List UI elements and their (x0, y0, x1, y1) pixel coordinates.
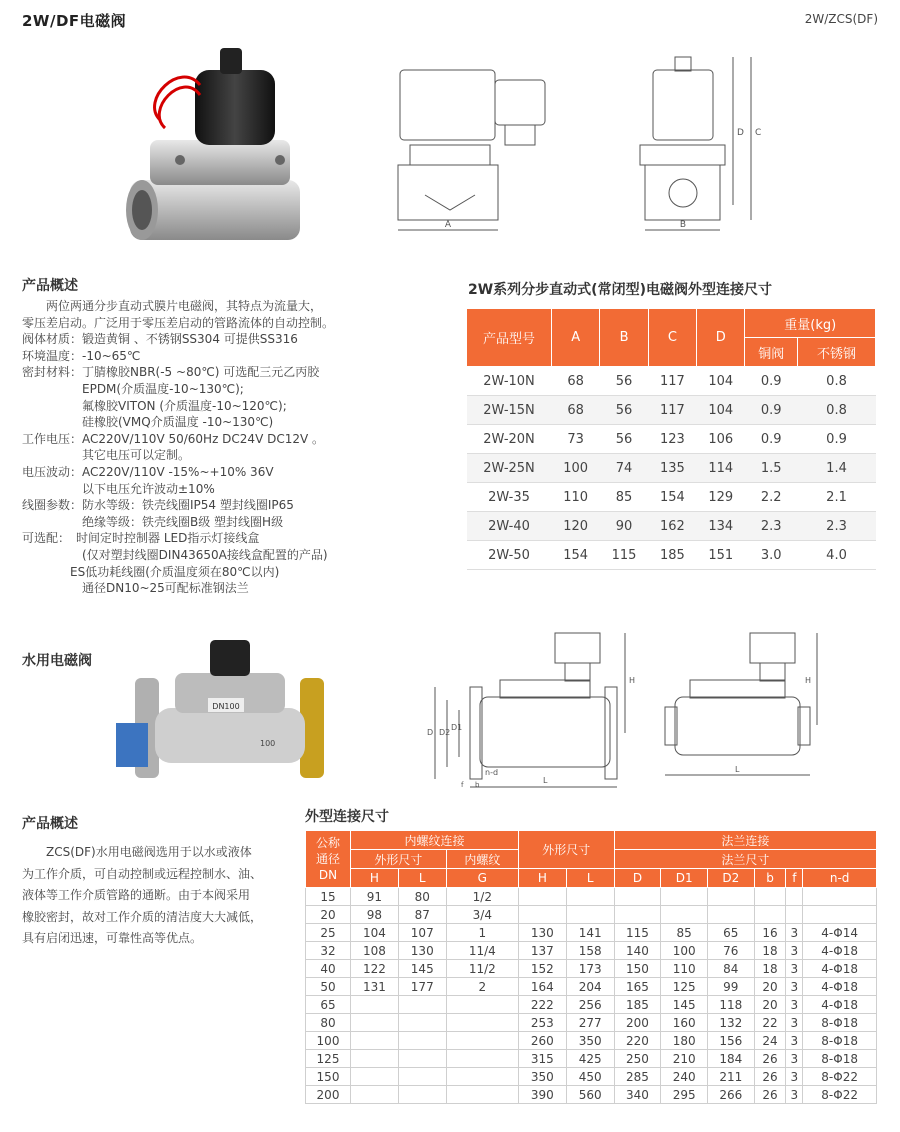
model-code: 2W/ZCS(DF) (804, 12, 878, 26)
table-row (306, 996, 877, 1014)
dim-b-label: B (679, 220, 687, 230)
table-cell: 117 (648, 367, 696, 396)
body-mark-text: 100 (260, 739, 276, 748)
table1-title: 2W系列分步直动式(常闭型)电磁阀外型连接尺寸 (468, 282, 772, 298)
table-cell (754, 888, 786, 906)
table-cell (754, 906, 786, 924)
table-cell: 4-Φ14 (803, 924, 877, 942)
table-cell: 87 (398, 906, 446, 924)
overview-line: 两位两通分步直动式膜片电磁阀，其特点为流量大， (22, 299, 323, 313)
table-cell (803, 888, 877, 906)
dim-d1-label: D1 (451, 723, 463, 732)
table-cell: 185 (614, 996, 661, 1014)
table-cell (518, 906, 566, 924)
table-cell: 26 (754, 1068, 786, 1086)
table-cell (566, 888, 614, 906)
table-cell: 115 (600, 541, 648, 570)
overview-line: 具有启闭迅速，可靠性高等优点。 (22, 931, 203, 945)
table-cell: 80 (398, 888, 446, 906)
table-cell: 154 (648, 483, 696, 512)
table-row (306, 888, 877, 906)
nameplate-text: DN100 (212, 702, 240, 711)
table-cell (661, 906, 708, 924)
overview-line: 工作电压：AC220V/110V 50/60Hz DC24V DC12V 。 (22, 431, 325, 446)
table-cell: 68 (552, 396, 600, 425)
table-cell: 1 (446, 924, 518, 942)
table-cell: 277 (566, 1014, 614, 1032)
table-cell: 107 (398, 924, 446, 942)
overview-line: 以下电压允许波动±10% (22, 481, 215, 496)
table-cell: 117 (648, 396, 696, 425)
col-weight: 重量(kg) (745, 309, 876, 338)
dim-h-label: H (629, 676, 636, 685)
table-row (467, 454, 876, 483)
table-cell: 0.8 (798, 396, 876, 425)
overview-line: 橡胶密封，故对工作介质的清洁度大大减低， (22, 909, 263, 924)
table-cell: 285 (614, 1068, 661, 1086)
table-cell (707, 906, 754, 924)
overview-line: (仅对塑封线圈DIN43650A接线盒配置的产品) (22, 547, 328, 562)
table-cell: 8-Φ22 (803, 1086, 877, 1104)
table-cell: 18 (754, 960, 786, 978)
table-cell: 200 (306, 1086, 351, 1104)
table-cell: 0.9 (745, 367, 798, 396)
table-cell: 56 (600, 396, 648, 425)
table-cell: 32 (306, 942, 351, 960)
table-cell: 1.4 (798, 454, 876, 483)
col-dn-line3: DN (318, 868, 338, 882)
table-cell: 425 (566, 1050, 614, 1068)
valve-photo-2w (120, 40, 310, 255)
table-cell: 40 (306, 960, 351, 978)
dim-d-label: D (737, 128, 744, 138)
col-sub-header: n-d (803, 869, 877, 888)
col-thread: 内螺纹连接 (351, 831, 519, 850)
table-cell: 118 (707, 996, 754, 1014)
table-cell: 154 (552, 541, 600, 570)
col-dn-line1: 公称 (315, 836, 340, 850)
table-cell (351, 1032, 399, 1050)
table-row (306, 906, 877, 924)
table-cell: 106 (697, 425, 745, 454)
table-cell: 152 (518, 960, 566, 978)
table-cell (351, 1014, 399, 1032)
table-cell (398, 1050, 446, 1068)
table-cell: 130 (518, 924, 566, 942)
table-cell: 295 (661, 1086, 708, 1104)
overview-line: 氟橡胶VITON (介质温度-10~120℃); (22, 398, 287, 413)
table-cell: 8-Φ18 (803, 1050, 877, 1068)
table-cell (446, 996, 518, 1014)
overview-line: ZCS(DF)水用电磁阀选用于以水或液体 (22, 845, 252, 859)
table-cell: 260 (518, 1032, 566, 1050)
col-copper: 铜阀 (745, 338, 798, 367)
table-cell: 11/2 (446, 960, 518, 978)
col-outline: 外形尺寸 (351, 850, 447, 869)
table-cell: 56 (600, 367, 648, 396)
table-cell: 177 (398, 978, 446, 996)
table-cell: 150 (614, 960, 661, 978)
table-cell: 135 (648, 454, 696, 483)
table-cell: 2W-15N (467, 396, 552, 425)
table-cell: 158 (566, 942, 614, 960)
table2-title: 外型连接尺寸 (305, 809, 389, 825)
table-cell: 250 (614, 1050, 661, 1068)
table-cell: 165 (614, 978, 661, 996)
table-cell: 115 (614, 924, 661, 942)
col-dn-line2: 通径 (315, 852, 340, 866)
table-cell: 315 (518, 1050, 566, 1068)
table-cell: 18 (754, 942, 786, 960)
table-cell: 73 (552, 425, 600, 454)
table-cell (661, 888, 708, 906)
table-row (467, 425, 876, 454)
table-row (467, 541, 876, 570)
table-cell (707, 888, 754, 906)
table-cell (351, 1068, 399, 1086)
overview-line: 电压波动：AC220V/110V -15%~+10% 36V (22, 464, 274, 479)
table-cell: 26 (754, 1086, 786, 1104)
table-cell: 24 (754, 1032, 786, 1050)
table-cell: 560 (566, 1086, 614, 1104)
col-sub-header: D (614, 869, 661, 888)
col-sub-header: D1 (661, 869, 708, 888)
overview-heading-1: 产品概述 (22, 278, 78, 294)
table-cell: 125 (661, 978, 708, 996)
overview-line: 线圈参数：防水等级：铁壳线圈IP54 塑封线圈IP65 (22, 498, 294, 513)
table-row (306, 1068, 877, 1086)
table-cell: 266 (707, 1086, 754, 1104)
table-cell: 2.1 (798, 483, 876, 512)
table-row (306, 978, 877, 996)
table-cell: 162 (648, 512, 696, 541)
table-cell: 450 (566, 1068, 614, 1086)
table-cell: 0.8 (798, 367, 876, 396)
table-cell: 100 (552, 454, 600, 483)
table-cell: 350 (518, 1068, 566, 1086)
table-cell (803, 906, 877, 924)
col-b: B (600, 309, 648, 367)
table-cell: 2W-40 (467, 512, 552, 541)
table-cell: 85 (600, 483, 648, 512)
overview-line: 阀体材质：锻造黄铜 、不锈钢SS304 可提供SS316 (22, 332, 298, 347)
col-sub-header: G (446, 869, 518, 888)
table-cell: 91 (351, 888, 399, 906)
table-cell: 2W-20N (467, 425, 552, 454)
table-cell: 2W-10N (467, 367, 552, 396)
table-row (467, 483, 876, 512)
table-cell: 180 (661, 1032, 708, 1050)
overview-line: 密封材料：丁腈橡胶NBR(-5 ~80℃) 可选配三元乙丙胶 (22, 365, 320, 380)
table-cell: 3 (786, 942, 803, 960)
table-row (306, 1050, 877, 1068)
overview-line: 为工作介质，可自动控制或远程控制水、油、 (22, 866, 263, 881)
table-cell: 20 (754, 996, 786, 1014)
table-cell: 0.9 (798, 425, 876, 454)
table-cell: 3 (786, 1086, 803, 1104)
table-cell: 3 (786, 1032, 803, 1050)
table-cell: 204 (566, 978, 614, 996)
col-dn (306, 831, 351, 888)
table-cell: 130 (398, 942, 446, 960)
table-cell: 99 (707, 978, 754, 996)
table-cell (351, 1050, 399, 1068)
overview-text-2 (22, 842, 292, 950)
table-cell: 8-Φ18 (803, 1014, 877, 1032)
dimension-table-water (305, 830, 877, 1104)
table-cell: 256 (566, 996, 614, 1014)
table-cell (398, 996, 446, 1014)
table-cell: 222 (518, 996, 566, 1014)
table-cell: 151 (697, 541, 745, 570)
table-cell: 8-Φ18 (803, 1032, 877, 1050)
overview-line: 绝缘等级：铁壳线圈B级 塑封线圈H级 (22, 514, 284, 529)
table-cell: 240 (661, 1068, 708, 1086)
table-cell: 3 (786, 978, 803, 996)
table-cell (614, 888, 661, 906)
table-cell: 1/2 (446, 888, 518, 906)
dimension-table-2w (466, 308, 876, 570)
table-cell (398, 1068, 446, 1086)
dim-f-label: f (461, 781, 464, 789)
table-cell (398, 1086, 446, 1104)
table-row (467, 512, 876, 541)
table-cell: 210 (661, 1050, 708, 1068)
table-cell: 2W-35 (467, 483, 552, 512)
table-cell: 98 (351, 906, 399, 924)
col-sub-header: L (398, 869, 446, 888)
table-cell: 141 (566, 924, 614, 942)
water-valve-title: 水用电磁阀 (22, 653, 92, 669)
table-cell: 160 (661, 1014, 708, 1032)
table-cell: 80 (306, 1014, 351, 1032)
table-cell: 1.5 (745, 454, 798, 483)
table-cell: 2W-50 (467, 541, 552, 570)
table-cell (351, 1086, 399, 1104)
table-cell (398, 1032, 446, 1050)
table-row (306, 942, 877, 960)
table-cell: 137 (518, 942, 566, 960)
table-cell: 85 (661, 924, 708, 942)
overview-line: 硅橡胶(VMQ介质温度 -10~130℃) (22, 415, 274, 430)
table-cell: 184 (707, 1050, 754, 1068)
table-cell: 84 (707, 960, 754, 978)
table-cell: 3 (786, 1068, 803, 1086)
overview-line: 通径DN10~25可配标准钢法兰 (22, 581, 249, 596)
table-cell: 100 (661, 942, 708, 960)
table-cell: 145 (398, 960, 446, 978)
table-cell: 132 (707, 1014, 754, 1032)
table-cell: 90 (600, 512, 648, 541)
dim-c-label: C (755, 128, 762, 138)
table-cell: 340 (614, 1086, 661, 1104)
dim-b-label-2: b (475, 781, 480, 789)
table-cell: 173 (566, 960, 614, 978)
overview-line: 其它电压可以定制。 (22, 448, 191, 463)
table-cell: 8-Φ22 (803, 1068, 877, 1086)
table-cell: 25 (306, 924, 351, 942)
col-flange: 法兰连接 (614, 831, 876, 850)
table-cell: 131 (351, 978, 399, 996)
overview-heading-2: 产品概述 (22, 816, 78, 832)
table-cell: 0.9 (745, 425, 798, 454)
table-cell: 220 (614, 1032, 661, 1050)
table-cell: 104 (351, 924, 399, 942)
table-cell: 122 (351, 960, 399, 978)
table-row (306, 960, 877, 978)
table-cell: 164 (518, 978, 566, 996)
dim-d2-label: D2 (439, 728, 451, 737)
table-cell: 3 (786, 1014, 803, 1032)
table-cell: 56 (600, 425, 648, 454)
col-sub-header: f (786, 869, 803, 888)
table-cell: 65 (306, 996, 351, 1014)
dim-d-label-2: D (427, 728, 434, 737)
dim-h-label-2: H (805, 676, 812, 685)
table-cell (446, 1068, 518, 1086)
col-steel: 不锈钢 (798, 338, 876, 367)
table-cell (446, 1086, 518, 1104)
col-thread-sub: 内螺纹 (446, 850, 518, 869)
table-cell: 76 (707, 942, 754, 960)
table-cell: 15 (306, 888, 351, 906)
table-cell: 140 (614, 942, 661, 960)
table-cell: 74 (600, 454, 648, 483)
table-cell: 129 (697, 483, 745, 512)
table-cell: 125 (306, 1050, 351, 1068)
table-cell: 20 (306, 906, 351, 924)
drawing-2w-side (625, 45, 765, 240)
table-cell: 16 (754, 924, 786, 942)
table-cell: 104 (697, 396, 745, 425)
table-row (467, 367, 876, 396)
table-cell: 100 (306, 1032, 351, 1050)
dim-nd-label: n-d (485, 768, 499, 777)
table-cell: 3 (786, 1050, 803, 1068)
table-cell: 123 (648, 425, 696, 454)
overview-text-1 (22, 298, 442, 597)
table-row (306, 924, 877, 942)
table-cell: 65 (707, 924, 754, 942)
table-cell: 2 (446, 978, 518, 996)
col-d: D (697, 309, 745, 367)
table-cell: 114 (697, 454, 745, 483)
table-cell (518, 888, 566, 906)
col-sub-header: H (351, 869, 399, 888)
dim-l-label-2: L (735, 765, 740, 774)
table-cell: 4-Φ18 (803, 996, 877, 1014)
table-cell: 156 (707, 1032, 754, 1050)
table-cell (351, 996, 399, 1014)
col-model: 产品型号 (467, 309, 552, 367)
col-a: A (552, 309, 600, 367)
table-cell: 134 (697, 512, 745, 541)
table-cell: 120 (552, 512, 600, 541)
overview-line: 液体等工作介质管路的通断。由于本阀采用 (22, 888, 251, 902)
table-cell (398, 1014, 446, 1032)
drawing-2w-front (390, 45, 560, 240)
col-sub-header: L (566, 869, 614, 888)
table-cell: 110 (552, 483, 600, 512)
table-cell: 108 (351, 942, 399, 960)
table-cell: 185 (648, 541, 696, 570)
overview-line: 环境温度：-10~65℃ (22, 348, 141, 363)
table-cell (566, 906, 614, 924)
table-cell: 390 (518, 1086, 566, 1104)
dim-a-label: A (444, 220, 452, 230)
table-cell: 2W-25N (467, 454, 552, 483)
table-cell: 253 (518, 1014, 566, 1032)
col-c: C (648, 309, 696, 367)
table-cell: 200 (614, 1014, 661, 1032)
table-cell: 22 (754, 1014, 786, 1032)
table-cell: 26 (754, 1050, 786, 1068)
table-cell: 350 (566, 1032, 614, 1050)
table-cell: 11/4 (446, 942, 518, 960)
table-cell: 3 (786, 996, 803, 1014)
table-cell: 4-Φ18 (803, 960, 877, 978)
table-cell: 3.0 (745, 541, 798, 570)
table-cell: 0.9 (745, 396, 798, 425)
table-cell: 68 (552, 367, 600, 396)
table-cell: 2.2 (745, 483, 798, 512)
table-cell: 150 (306, 1068, 351, 1086)
overview-line: ES低功耗线圈(介质温度须在80℃以内) (22, 564, 280, 579)
col-flange-size: 法兰尺寸 (614, 850, 876, 869)
table-cell (446, 1014, 518, 1032)
table-cell: 50 (306, 978, 351, 996)
table-cell: 211 (707, 1068, 754, 1086)
overview-line: EPDM(介质温度-10~130℃); (22, 381, 244, 396)
overview-line: 零压差启动。广泛用于零压差启动的管路流体的自动控制。 (22, 315, 335, 330)
overview-line: 可选配： 时间定时控制器 LED指示灯接线盒 (22, 531, 260, 546)
table-cell: 145 (661, 996, 708, 1014)
table-cell (446, 1032, 518, 1050)
table-cell: 3 (786, 960, 803, 978)
table-row (467, 396, 876, 425)
table-cell: 4.0 (798, 541, 876, 570)
table-cell: 2.3 (798, 512, 876, 541)
table-cell: 20 (754, 978, 786, 996)
valve-photo-water (110, 628, 340, 788)
table-row (306, 1014, 877, 1032)
table-cell: 3 (786, 924, 803, 942)
table-cell (786, 888, 803, 906)
table-cell (786, 906, 803, 924)
table-cell: 4-Φ18 (803, 978, 877, 996)
table-row (306, 1032, 877, 1050)
drawing-flanged-valve (425, 625, 640, 795)
table-row (306, 1086, 877, 1104)
col-sub-header: D2 (707, 869, 754, 888)
table-cell (446, 1050, 518, 1068)
dim-l-label: L (543, 776, 548, 785)
col-sub-header: H (518, 869, 566, 888)
table-cell: 3/4 (446, 906, 518, 924)
drawing-threaded-valve (655, 625, 825, 795)
col-outline2: 外形尺寸 (518, 831, 614, 869)
table-cell (614, 906, 661, 924)
table-cell: 2.3 (745, 512, 798, 541)
col-sub-header: b (754, 869, 786, 888)
table-cell: 4-Φ18 (803, 942, 877, 960)
page-title: 2W/DF电磁阀 (22, 12, 127, 30)
table-cell: 110 (661, 960, 708, 978)
table-cell: 104 (697, 367, 745, 396)
